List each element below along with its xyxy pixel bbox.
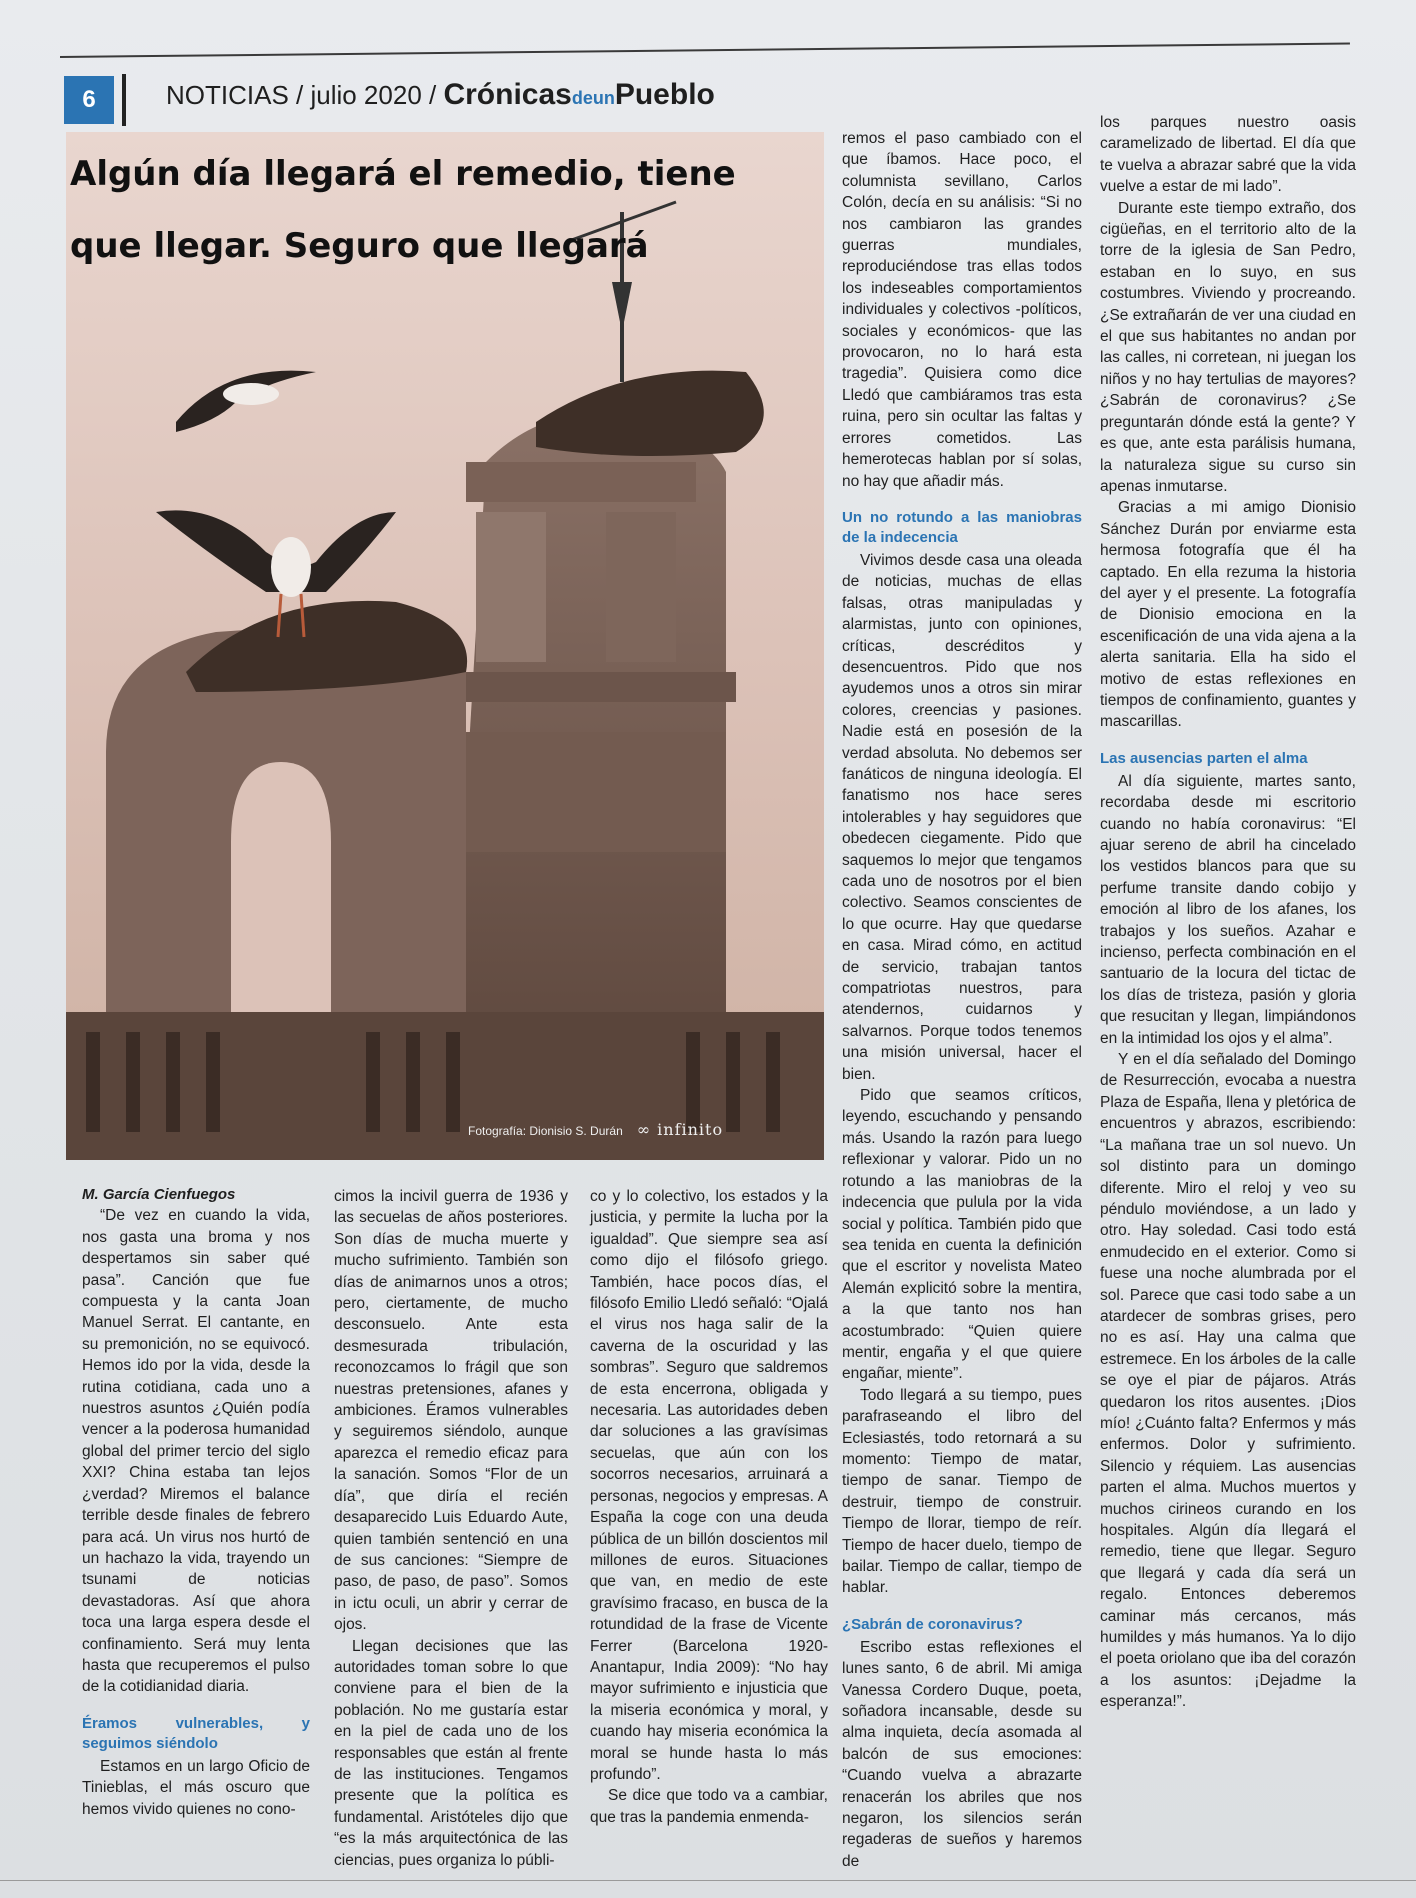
column-1: [82, 1184, 310, 1820]
column-3: [590, 1186, 828, 1828]
section-label: NOTICIAS / julio 2020 /: [166, 80, 444, 110]
photo-credit: [468, 1120, 723, 1139]
paragraph: Vivimos desde casa una oleada de noticias, muchas de ellas falsas, otras manipuladas y alarmistas, junto con opiniones, críticas, descréditos y desencuentros. Pido que nos ayudemos unos a otros sin mirar colores, creencias y pasiones. Nadie está en posesión de la verdad absoluta. No debemos ser fanáticos de ninguna ideología. El fanatismo nos hace seres intolerables y hay seguidores que obedecen ciegamente. Pido que saquemos lo mejor que tengamos cada uno de nosotros por el bien colectivo. Seamos conscientes de lo que ocurre. Hay que quedarse en casa. Mirad cómo, en actitud de servicio, trabajan tantos compatriotas nuestros, para atendernos, cuidarnos y salvarnos. Porque todos tenemos una misión universal, hacer el bien.: [842, 551, 1082, 1083]
bottom-rule: [0, 1880, 1416, 1881]
subheading: Las ausencias parten el alma: [1100, 749, 1308, 767]
paragraph: Durante este tiempo extraño, dos cigüeñas, en el territorio alto de la torre de la iglesia de San Pedro, estaban en lo suyo, en sus costumbres. Viviendo y procreando. ¿Se extrañarán de ver una ciudad en el que sus habitantes no andan por las calles, ni corretean, ni juegan los niños y no hay tertulias de mayores? ¿Sabrán de coronavirus? ¿Se preguntarán dónde está la gente? Y es que, ante esta parálisis humana, la naturaleza sigue su curso sin apenas inmutarse.: [1100, 199, 1356, 495]
page-number: 6: [64, 76, 114, 124]
paragraph: Escribo estas reflexiones el lunes santo, 6 de abril. Mi amiga Vanessa Cordero Duque, poeta, soñadora incansable, desde su alma inquieta, decía asomada al balcón de sus emociones: “Cuando vuelva a abrazarte renacerán los abriles que nos negaron, los silencios serán regaderas de sueños y haremos de: [842, 1638, 1082, 1870]
column-2: [334, 1186, 568, 1871]
header-title: [166, 78, 715, 112]
subheading: Un no rotundo a las maniobras de la indecencia: [842, 508, 1082, 546]
top-rule: [60, 42, 1350, 58]
paragraph: remos el paso cambiado con el que íbamos. Hace poco, el columnista sevillano, Carlos Colón, decía en su análisis: “Si no nos cambiaron las grandes guerras mundiales, reproduciéndose tras ellas todos los indeseables comportamientos individuales y colectivos -políticos, sociales y económicos- que las provocaron, no lo hará esta tragedia”. Quisiera como dice Lledó que cambiáramos tras esta ruina, pero sin ocultar las faltas y errores cometidos. Las hemerotecas hablan por sí solas, no hay que añadir más.: [842, 130, 1082, 490]
paragraph: Se dice que todo va a cambiar, que tras la pandemia enmenda-: [590, 1787, 828, 1826]
paragraph: Y en el día señalado del Domingo de Resurrección, evocaba a nuestra Plaza de España, llena y pletórica de encuentros y abrazos, escribiendo: “La mañana trae un sol nuevo. Un sol distinto para un domingo diferente. Miro el reloj y veo su péndulo moviéndose, a un lado y otro. Hay soledad. Casi todo está enmudecido en el exterior. Como si fuese una noche alumbrada por el sol. Parece que casi todo sabe a un atardecer de sombras grises, pero no es así. Hay una calma que estremece. En los árboles de la calle se oye el piar de pájaros. Atrás quedaron los ritos ausentes. ¡Dios mío! ¿Cuánto falta? Enfermos y más enfermos. Dolor y sufrimiento. Silencio y réquiem. Las ausencias parten el alma. Muchos muertos y muchos cirineos curando en los hospitales. Algún día llegará el remedio, tiene que llegar. Seguro que llegará y cada día será un regalo. Entonces deberemos caminar más cercanos, más humildes y más humanos. Ya lo dijo el poeta oriolano que iba del corazón a los asuntos: ¡Dejadme la esperanza!”.: [1100, 1051, 1356, 1711]
paragraph: Gracias a mi amigo Dionisio Sánchez Durán por enviarme esta hermosa fotografía que él ha captado. En ella rezuma la historia del ayer y el presente. La fotografía de Dionisio emociona en la escenificación de una vida ajena a la alerta sanitaria. Ella ha sido el motivo de estas reflexiones en tiempos de confinamiento, guantes y mascarillas.: [1100, 499, 1356, 731]
brand-logo: [443, 78, 714, 111]
paragraph: Llegan decisiones que las autoridades toman sobre lo que conviene para el bien de la población. No me gustaría estar en la piel de cada uno de los responsables que están al frente de las instituciones. Tengamos presente que la política es fundamental. Aristóteles dijo que “es la más arquitectónica de las ciencias, pues organiza lo públi-: [334, 1637, 568, 1869]
paragraph: Al día siguiente, martes santo, recordaba desde mi escritorio cuando no había coronavirus: “El ajuar sereno de abril ha cincelado los vestidos blancos para que su perfume transite dando cobijo y emoción al libro de los afanes, los trabajos y los sueños. Azahar e incienso, perfecta combinación en el santuario de la locura del tictac de los días de tristeza, pasión y gloria que resucitan y llegan, limpiándonos en la intimidad los ojos y el alma”.: [1100, 772, 1356, 1047]
brand-part-pueblo: Pueblo: [614, 78, 715, 111]
brand-part-deun: deun: [571, 88, 615, 108]
subheading: Éramos vulnerables, y seguimos siéndolo: [82, 1714, 310, 1752]
header-divider: [122, 74, 126, 126]
infinito-logo: ∞ infinito: [636, 1120, 724, 1139]
article-headline: Algún día llegará el remedio, tiene que llegar. Seguro que llegará: [70, 154, 736, 266]
column-4: [842, 128, 1082, 1872]
paragraph: Pido que seamos críticos, leyendo, escuchando y pensando más. Usando la razón para luego reflexionar y valorar. Pido un no rotundo a las maniobras de la indecencia que pulula por la vida social y política. También pido que sea tenida en cuenta la definición que el escritor y novelista Mateo Alemán explicitó sobre la mentira, a la que tanto nos han acostumbrado: “Quien quiere mentir, engaña y el que quiere engañar, miente”.: [842, 1087, 1082, 1383]
paragraph: Estamos en un largo Oficio de Tinieblas, el más oscuro que hemos vivido quienes no cono-: [82, 1757, 310, 1818]
paragraph: Todo llegará a su tiempo, pues parafraseando el libro del Eclesiastés, todo retornará a su momento: Tiempo de matar, tiempo de sanar. Tiempo de destruir, tiempo de construir. Tiempo de llorar, tiempo de reír. Tiempo de hacer duelo, tiempo de bailar. Tiempo de callar, tiempo de hablar.: [842, 1386, 1082, 1597]
brand-part-cronicas: Crónicas: [443, 78, 572, 111]
photo-credit-text: Fotografía: Dionisio S. Durán: [468, 1124, 623, 1138]
subheading: ¿Sabrán de coronavirus?: [842, 1615, 1023, 1633]
paragraph: “De vez en cuando la vida, nos gasta una broma y nos despertamos sin saber qué pasa”. Canción que fue compuesta y la canta Joan Manuel Serrat. El cantante, en su premonición, no se equivocó. Hemos ido por la vida, desde la rutina cotidiana, cada uno a nuestros asuntos ¿Quién podía vencer a la poderosa humanidad global del primer tercio del siglo XXI? China estaba tan lejos ¿verdad? Miremos el balance terrible desde finales de febrero para acá. Un virus nos hurtó de un hachazo la vida, trayendo un tsunami de noticias devastadoras. Así que ahora toca una larga espera desde el confinamiento. Será muy lenta hasta que recuperemos el pulso de la cotidianidad diaria.: [82, 1207, 310, 1696]
author-byline: M. García Cienfuegos: [82, 1186, 236, 1203]
column-5: [1100, 112, 1356, 1713]
paragraph: cimos la incivil guerra de 1936 y las secuelas de años posteriores. Son días de mucha muerte y mucho sufrimiento. También son días de animarnos unos a otros; pero, ciertamente, de mucho desconsuelo. Ante esta desmesurada tribulación, reconozcamos lo frágil que son nuestras pretensiones, afanes y ambiciones. Éramos vulnerables y seguiremos siéndolo, aunque aparezca el remedio eficaz para la sanación. Somos “Flor de un día”, que diría el recién desaparecido Luis Eduardo Aute, quien también sentenció en una de sus canciones: “Siempre de paso, de paso, de paso”. Somos in ictu oculi, un abrir y cerrar de ojos.: [334, 1188, 568, 1634]
paragraph: co y lo colectivo, los estados y la justicia, y permite la lucha por la igualdad”. Que siempre sea así como dijo el filósofo griego. También, hace pocos días, el filósofo Emilio Lledó señaló: “Ojalá el virus nos haga salir de la caverna de la oscuridad y las sombras”. Seguro que saldremos de esta encerrona, obligada y necesaria. Las autoridades deben dar soluciones a las gravísimas secuelas, que aún con los socorros necesarios, arruinará a personas, negocios y empresas. A España la coge con una deuda pública de un billón doscientos mil millones de euros. Situaciones que van, en medio de este gravísimo fracaso, en busca de la rotundidad de la frase de Vicente Ferrer (Barcelona 1920-Anantapur, India 2009): “No hay mayor sufrimiento e injusticia que la miseria económica y moral, y cuando hay miseria económica la moral se hunde hasta lo más profundo”.: [590, 1188, 828, 1783]
paragraph: los parques nuestro oasis caramelizado de libertad. El día que te vuelva a abrazar sabré que la vida vuelve a estar de mi lado”.: [1100, 114, 1356, 196]
storks-photo: [66, 132, 824, 1160]
